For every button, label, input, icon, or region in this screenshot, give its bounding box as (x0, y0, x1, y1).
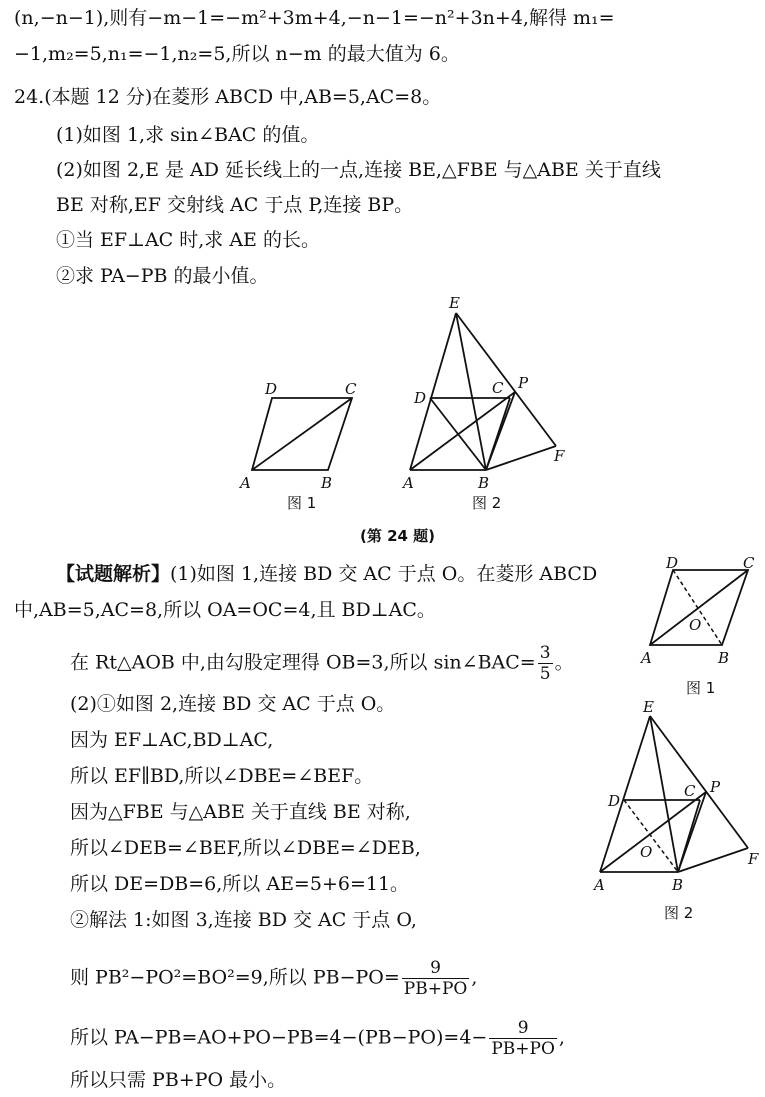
solution-line: (2)①如图 2,连接 BD 交 AC 于点 O。 (70, 693, 396, 715)
label-c: C (345, 380, 357, 398)
solution-text: (1)如图 1,连接 BD 交 AC 于点 O。在菱形 ABCD (170, 563, 598, 585)
label-o: O (640, 843, 653, 861)
text-line: −1,m₂=5,n₁=−1,n₂=5,所以 n−m 的最大值为 6。 (14, 43, 460, 65)
solution-text: 在 Rt△AOB 中,由勾股定理得 OB=3,所以 sin∠BAC= (70, 651, 536, 674)
label-b: B (321, 474, 333, 492)
label-c: C (492, 379, 504, 397)
label-a: A (594, 876, 605, 894)
label-o: O (689, 616, 702, 634)
text-line: (n,−n−1),则有−m−1=−m²+3m+4,−n−1=−n²+3n+4,解得 m₁= (14, 7, 615, 29)
fraction-numerator: 9 (517, 1018, 529, 1038)
segment-ef (650, 716, 748, 848)
fraction-denominator: PB+PO (403, 979, 468, 999)
segment-db-dashed (624, 800, 678, 872)
label-e: E (449, 294, 460, 312)
question-part-1: (1)如图 1,求 sin∠BAC 的值。 (56, 124, 320, 146)
solution-text: 。 (554, 651, 574, 674)
label-p: P (710, 778, 721, 796)
label-d: D (608, 792, 621, 810)
problem-heading: 24.(本题 12 分)在菱形 ABCD 中,AB=5,AC=8。 (14, 86, 442, 108)
label-b: B (718, 649, 730, 667)
fraction-numerator: 9 (430, 958, 441, 978)
solution-heading: 【试题解析】 (56, 563, 171, 585)
solution-text: 所以 PA−PB=AO+PO−PB=4−(PB−PO)=4− (70, 1026, 488, 1049)
label-a: A (641, 649, 652, 667)
question-part-2: (2)如图 2,E 是 AD 延长线上的一点,连接 BE,△FBE 与△ABE 关于直线 (56, 159, 661, 181)
solution-text: , (558, 1026, 565, 1049)
label-b: B (478, 474, 490, 492)
segment-bp (678, 792, 706, 872)
fraction-numerator: 3 (539, 643, 551, 663)
label-a: A (240, 474, 251, 492)
solution-line: 所以只需 PB+PO 最小。 (70, 1069, 287, 1091)
solution-line: 中,AB=5,AC=8,所以 OA=OC=4,且 BD⊥AC。 (14, 599, 436, 621)
solution-line: 所以 DE=DB=6,所以 AE=5+6=11。 (70, 873, 410, 895)
fraction-denominator: 5 (539, 664, 551, 684)
fraction-denominator: PB+PO (491, 1039, 555, 1059)
label-c: C (684, 782, 696, 800)
label-c: C (743, 554, 755, 572)
question-part-2a: ①当 EF⊥AC 时,求 AE 的长。 (56, 229, 320, 251)
solution-line: 所以 EF∥BD,所以∠DBE=∠BEF。 (70, 765, 374, 787)
solution-text: , (471, 966, 478, 989)
label-b: B (672, 876, 684, 894)
solution-line: 所以∠DEB=∠BEF,所以∠DBE=∠DEB, (70, 837, 421, 859)
label-a: A (403, 474, 414, 492)
figure-2-caption: 图 2 (472, 494, 502, 512)
label-p: P (518, 374, 529, 392)
solution-line: 因为 EF⊥AC,BD⊥AC, (70, 729, 274, 751)
label-f: F (554, 447, 565, 465)
figure-1-caption: 图 1 (287, 494, 317, 512)
solution-text: 则 PB²−PO²=BO²=9,所以 PB−PO= (70, 966, 400, 989)
solution-line: ②解法 1:如图 3,连接 BD 交 AC 于点 O, (70, 909, 417, 931)
segment-bf (678, 848, 748, 872)
label-d: D (265, 380, 278, 398)
solution-line: 因为△FBE 与△ABE 关于直线 BE 对称, (70, 801, 411, 823)
segment-be (650, 716, 678, 872)
solution-figure-2-caption: 图 2 (664, 904, 694, 922)
question-part-2-cont: BE 对称,EF 交射线 AC 于点 P,连接 BP。 (56, 194, 414, 216)
label-f: F (748, 850, 759, 868)
label-d: D (414, 389, 427, 407)
question-part-2b: ②求 PA−PB 的最小值。 (56, 265, 269, 287)
label-e: E (643, 698, 654, 716)
solution-figure-1-caption: 图 1 (686, 679, 716, 697)
problem-figure-caption: (第 24 题) (360, 527, 436, 545)
label-d: D (666, 554, 679, 572)
